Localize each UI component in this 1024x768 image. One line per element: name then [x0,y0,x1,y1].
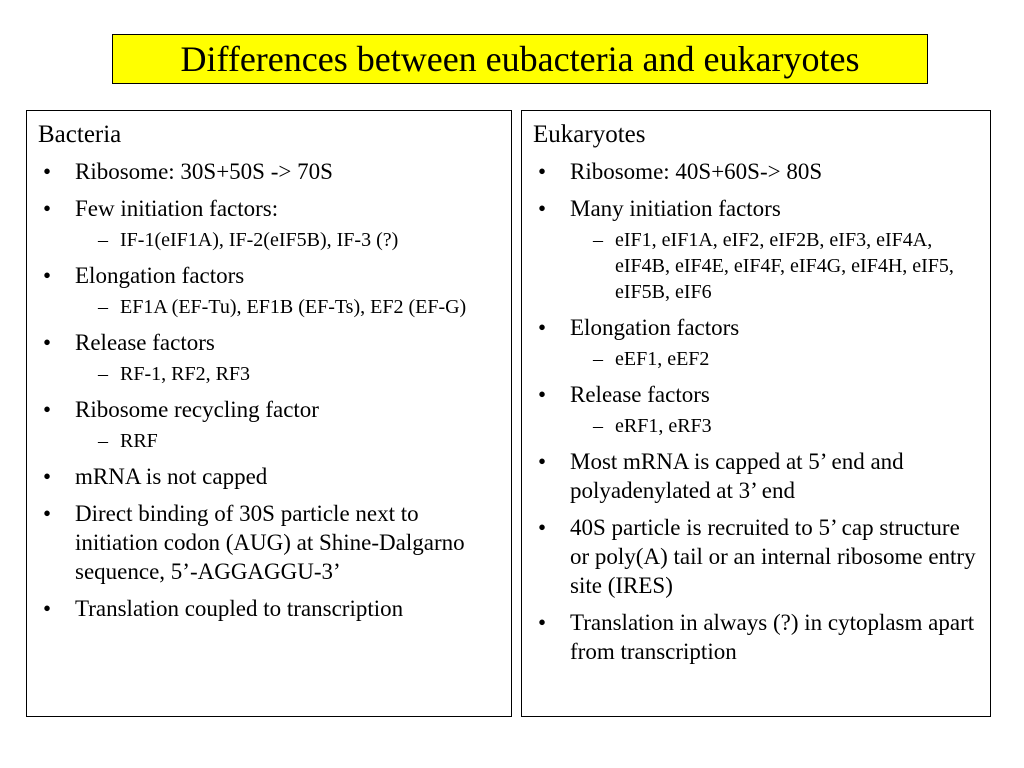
dash-marker: – [593,229,603,251]
bullet-item [533,447,982,505]
dash-marker: – [98,296,108,318]
dash-marker: – [593,348,603,370]
bullet-text: Release factors [570,382,710,407]
eukaryotes-list [533,157,982,666]
bullet-item [533,313,982,372]
sub-item [533,413,982,439]
bullet-marker: • [43,464,52,489]
sub-item [533,346,982,372]
bullet-marker: • [538,515,547,540]
bullet-text: Most mRNA is capped at 5’ end and polyadenylated at 3’ end [570,449,904,503]
bullet-item [533,608,982,666]
sub-list [570,227,982,305]
bullet-text: Translation coupled to transcription [75,596,404,621]
bullet-marker: • [43,159,52,184]
bullet-text: mRNA is not capped [75,464,268,489]
sub-item [38,227,503,253]
sub-item-text: EF1A (EF-Tu), EF1B (EF-Ts), EF2 (EF-G) [120,296,467,318]
dash-marker: – [98,363,108,385]
bullet-marker: • [43,263,52,288]
bullet-item [38,261,503,320]
bullet-marker: • [43,196,52,221]
bullet-marker: • [43,397,52,422]
sub-item-text: IF-1(eIF1A), IF-2(eIF5B), IF-3 (?) [120,229,399,251]
eukaryotes-panel [521,110,991,717]
bullet-text: Ribosome: 40S+60S-> 80S [570,159,823,184]
bullet-item [533,513,982,600]
sub-item-text: RF-1, RF2, RF3 [120,363,251,385]
eukaryotes-heading: Eukaryotes [533,121,646,148]
bullet-item [533,157,982,186]
bullet-text: 40S particle is recruited to 5’ cap structure or poly(A) tail or an internal ribosome entry site (IRES) [570,515,976,598]
sub-item [533,227,982,305]
bullet-marker: • [538,159,547,184]
sub-list [570,413,982,439]
bacteria-panel [26,110,512,717]
bullet-text: Few initiation factors: [75,196,279,221]
bullet-marker: • [43,330,52,355]
sub-list [75,428,503,454]
bullet-marker: • [538,382,547,407]
sub-item-text: eRF1, eRF3 [615,415,712,437]
bacteria-list [38,157,503,623]
bullet-item [38,594,503,623]
bullet-item [533,380,982,439]
bullet-text: Many initiation factors [570,196,781,221]
bullet-item [533,194,982,305]
sub-list [75,361,503,387]
title-box [112,34,928,84]
sub-item-text: eEF1, eEF2 [615,348,710,370]
bullet-text: Elongation factors [570,315,740,340]
bullet-marker: • [538,196,547,221]
bullet-text: Direct binding of 30S particle next to initiation codon (AUG) at Shine-Dalgarno sequence, 5’-AGGAGGU-3’ [75,501,465,584]
sub-list [75,227,503,253]
bullet-item [38,194,503,253]
sub-item [38,428,503,454]
slide-title: Differences between eubacteria and eukaryotes [180,39,860,79]
bullet-marker: • [43,596,52,621]
bullet-text: Elongation factors [75,263,245,288]
bacteria-heading: Bacteria [38,121,122,148]
bullet-item [38,395,503,454]
bullet-item [38,499,503,586]
bullet-marker: • [538,449,547,474]
dash-marker: – [98,430,108,452]
sub-item-text: eIF1, eIF1A, eIF2, eIF2B, eIF3, eIF4A, eIF4B, eIF4E, eIF4F, eIF4G, eIF4H, eIF5, eIF5B, eIF6 [615,229,954,303]
bullet-text: Translation in always (?) in cytoplasm apart from transcription [570,610,975,664]
bullet-item [38,157,503,186]
dash-marker: – [593,415,603,437]
bullet-marker: • [538,315,547,340]
bullet-marker: • [538,610,547,635]
sub-list [570,346,982,372]
bullet-marker: • [43,501,52,526]
sub-item [38,361,503,387]
bullet-text: Ribosome recycling factor [75,397,319,422]
dash-marker: – [98,229,108,251]
bullet-text: Release factors [75,330,215,355]
sub-item-text: RRF [120,430,158,452]
bullet-item [38,328,503,387]
bullet-item [38,462,503,491]
sub-list [75,294,503,320]
bullet-text: Ribosome: 30S+50S -> 70S [75,159,333,184]
sub-item [38,294,503,320]
